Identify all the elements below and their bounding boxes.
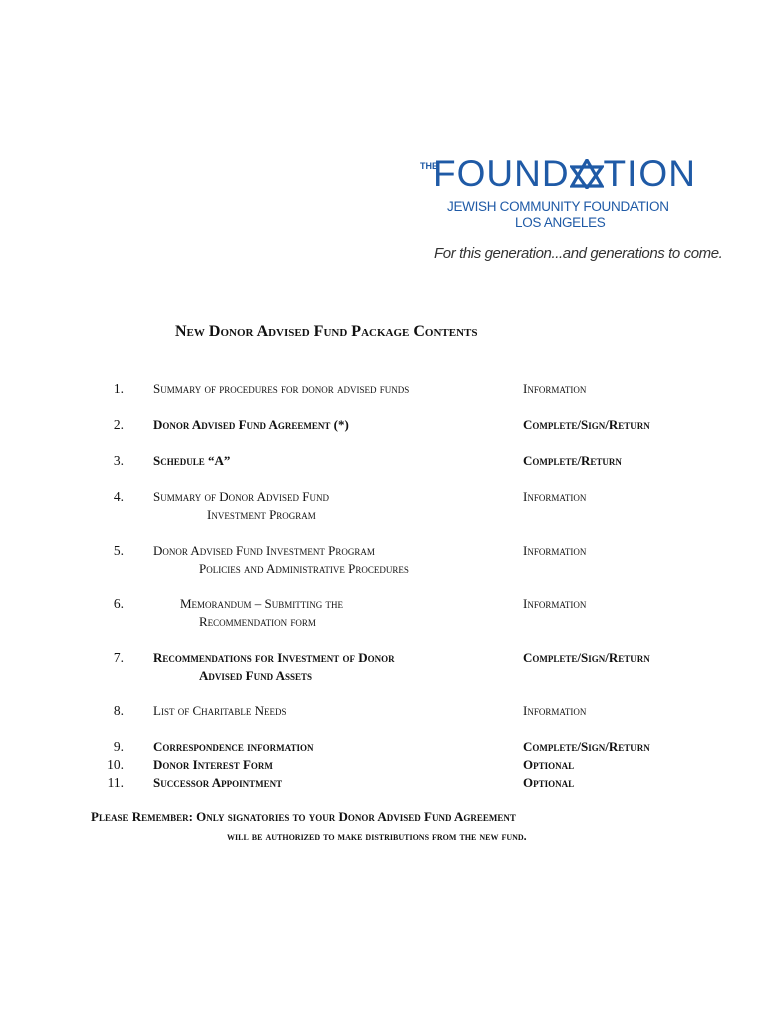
item-number: 8.: [113, 703, 124, 718]
item-status: Optional: [523, 775, 575, 790]
item-status: Complete/Return: [523, 453, 622, 468]
item-description: Donor Advised Fund Agreement (*): [153, 417, 349, 432]
item-status: Complete/Sign/Return: [523, 417, 650, 432]
item-description-continued: Advised Fund Assets: [199, 668, 313, 683]
reminder-note-continued: will be authorized to make distributions from the new fund.: [227, 829, 527, 843]
item-description: Summary of Donor Advised Fund: [153, 489, 330, 504]
item-description: Donor Interest Form: [153, 757, 273, 772]
foundation-logo: [420, 150, 723, 270]
item-status: Complete/Sign/Return: [523, 739, 650, 754]
item-description: Recommendations for Investment of Donor: [153, 650, 395, 665]
item-status: Optional: [523, 757, 575, 772]
reminder-note: Please Remember: Only signatories to your Donor Advised Fund Agreement: [91, 809, 516, 824]
item-number: 10.: [107, 757, 124, 772]
item-description: Memorandum – Submitting the: [180, 596, 344, 611]
item-status: Information: [523, 381, 587, 396]
star-of-david-icon: [570, 159, 604, 189]
item-number: 1.: [113, 381, 124, 396]
item-number: 4.: [113, 489, 124, 504]
item-number: 3.: [113, 453, 124, 468]
item-description-continued: Policies and Administrative Procedures: [199, 561, 409, 576]
logo-wordmark: [433, 152, 696, 196]
item-description-continued: Recommendation form: [199, 614, 316, 629]
item-description: Successor Appointment: [153, 775, 283, 790]
item-status: Information: [523, 596, 587, 611]
logo-subtitle-2: LOS ANGELES: [515, 215, 606, 230]
item-number: 11.: [107, 775, 124, 790]
item-status: Complete/Sign/Return: [523, 650, 650, 665]
logo-the-text: THE: [420, 161, 438, 171]
item-status: Information: [523, 703, 587, 718]
item-description: Summary of procedures for donor advised funds: [153, 381, 410, 396]
logo-subtitle-1: JEWISH COMMUNITY FOUNDATION: [447, 199, 669, 214]
item-number: 7.: [113, 650, 124, 665]
item-number: 9.: [113, 739, 124, 754]
item-status: Information: [523, 489, 587, 504]
logo-word-before: FOUND: [433, 153, 570, 194]
logo-tagline: For this generation...and generations to come.: [434, 245, 723, 262]
item-description: Donor Advised Fund Investment Program: [153, 543, 375, 558]
logo-word-after: TION: [603, 153, 696, 194]
item-description: Correspondence information: [153, 739, 314, 754]
item-description-continued: Investment Program: [207, 507, 316, 522]
item-number: 6.: [113, 596, 124, 611]
item-description: Schedule “A”: [153, 453, 231, 468]
item-number: 2.: [113, 417, 124, 432]
page-title: New Donor Advised Fund Package Contents: [175, 323, 478, 340]
item-description: List of Charitable Needs: [153, 703, 287, 718]
item-number: 5.: [113, 543, 124, 558]
item-status: Information: [523, 543, 587, 558]
